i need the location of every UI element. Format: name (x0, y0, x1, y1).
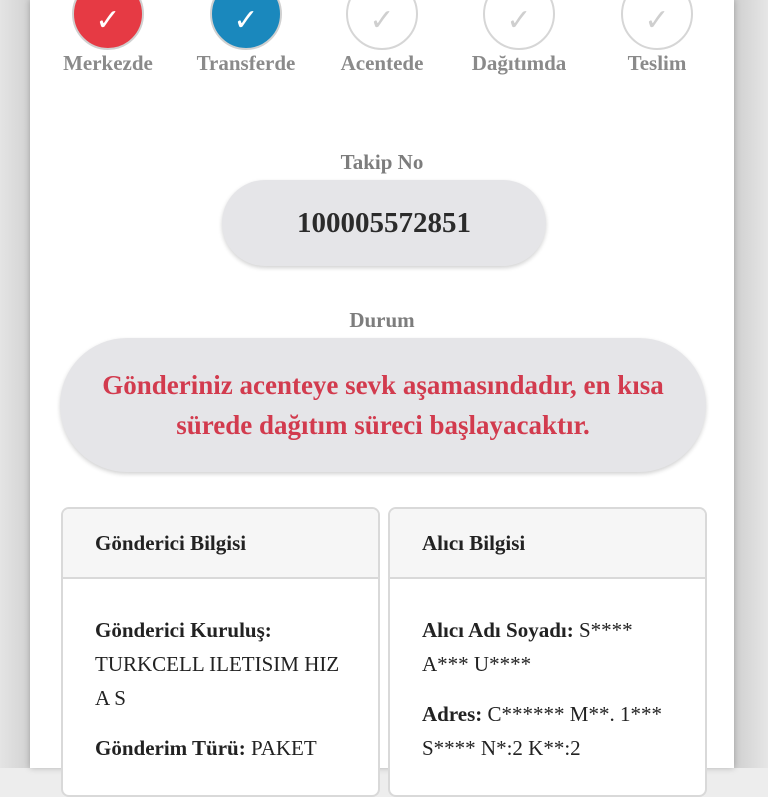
step-circle (621, 0, 693, 50)
tracking-page (30, 0, 734, 768)
receiver-name-label: Alıcı Adı Soyadı: (422, 618, 574, 642)
sender-info-title: Gönderici Bilgisi (63, 509, 378, 579)
step-circle (210, 0, 282, 50)
sender-info-card (61, 507, 380, 797)
sender-org-value: TURKCELL ILETISIM HIZ A S (95, 652, 340, 710)
step-circle (346, 0, 418, 50)
check-icon: ✓ (95, 3, 121, 38)
receiver-address-label: Adres: (422, 702, 483, 726)
receiver-address-value: C****** M**. 1*** S**** N*:2 K**:2 (422, 702, 662, 760)
step-label: Dağıtımda (471, 51, 567, 75)
check-icon: ✓ (369, 3, 395, 38)
step-circle (483, 0, 555, 50)
receiver-info-card (388, 507, 707, 797)
background-edge-right (734, 0, 768, 768)
receiver-address (422, 697, 681, 765)
tracking-label: Takip No (340, 150, 424, 174)
sender-info-body (63, 579, 378, 765)
shipment-type (95, 731, 354, 765)
check-icon: ✓ (644, 3, 670, 38)
receiver-info-title: Alıcı Bilgisi (390, 509, 705, 579)
status-label: Durum (349, 308, 415, 332)
step-label: Transferde (196, 51, 296, 75)
status-message: Gönderiniz acenteye sevk aşamasındadır, en kısa sürede dağıtım süreci başlayacaktır. (60, 338, 706, 472)
step-label: Merkezde (63, 51, 153, 75)
shipment-type-label: Gönderim Türü: (95, 736, 246, 760)
receiver-name-value: S**** A*** U**** (422, 618, 633, 676)
receiver-info-body (390, 579, 705, 765)
sender-org (95, 613, 354, 715)
sender-org-label: Gönderici Kuruluş: (95, 618, 272, 642)
check-icon: ✓ (506, 3, 532, 38)
shipment-type-value: PAKET (250, 736, 317, 760)
background-edge-left (0, 0, 30, 768)
receiver-name (422, 613, 681, 681)
shipment-progress-steps (30, 0, 734, 90)
step-circle (72, 0, 144, 50)
step-label: Teslim (627, 51, 687, 75)
check-icon: ✓ (233, 3, 259, 38)
step-label: Acentede (340, 51, 424, 75)
tracking-number: 100005572851 (222, 180, 546, 266)
